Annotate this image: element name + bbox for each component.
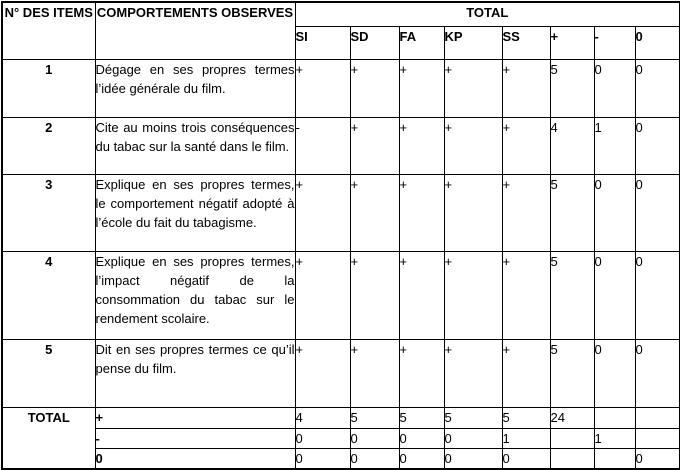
item-number: 3 xyxy=(2,174,95,251)
footer-value: 0 xyxy=(350,428,399,448)
footer-minus-label: - xyxy=(95,428,295,448)
footer-value xyxy=(635,428,680,448)
mark-sd: + xyxy=(350,117,399,174)
plus-total: 5 xyxy=(550,251,594,339)
footer-value: 5 xyxy=(350,407,399,428)
footer-value xyxy=(635,407,680,428)
mark-kp: + xyxy=(444,339,502,407)
minus-total: 0 xyxy=(594,174,635,251)
zero-total: 0 xyxy=(635,117,680,174)
item-number: 4 xyxy=(2,251,95,339)
footer-total-label: TOTAL xyxy=(2,407,95,469)
mark-si: + xyxy=(295,339,350,407)
plus-total: 5 xyxy=(550,59,594,117)
table-row xyxy=(2,339,680,407)
mark-si: + xyxy=(295,59,350,117)
plus-total: 5 xyxy=(550,339,594,407)
footer-plus-row xyxy=(2,407,680,428)
behavior-text: Explique en ses propres termes, l’impact négatif de la consommation du tabac sur le rendement scolaire. xyxy=(95,251,295,339)
footer-value xyxy=(594,448,635,469)
minus-total: 0 xyxy=(594,251,635,339)
footer-value: 4 xyxy=(295,407,350,428)
mark-fa: + xyxy=(399,174,444,251)
mark-kp: + xyxy=(444,174,502,251)
mark-ss: + xyxy=(502,339,550,407)
mark-sd: + xyxy=(350,251,399,339)
mark-fa: + xyxy=(399,251,444,339)
subheader-minus: - xyxy=(594,26,635,59)
zero-total: 0 xyxy=(635,339,680,407)
mark-fa: + xyxy=(399,59,444,117)
footer-value: 0 xyxy=(295,428,350,448)
mark-si: + xyxy=(295,251,350,339)
footer-value: 0 xyxy=(399,448,444,469)
behavior-text: Explique en ses propres termes, le comportement négatif adopté à l’école du fait du tabagisme. xyxy=(95,174,295,251)
footer-value: 5 xyxy=(444,407,502,428)
footer-value: 5 xyxy=(399,407,444,428)
minus-total: 0 xyxy=(594,59,635,117)
zero-total: 0 xyxy=(635,174,680,251)
footer-value: 0 xyxy=(399,428,444,448)
footer-value xyxy=(550,448,594,469)
footer-value: 24 xyxy=(550,407,594,428)
footer-zero-row xyxy=(2,448,680,469)
behaviors-column-header: COMPORTEMENTS OBSERVES xyxy=(95,2,295,59)
footer-value: 1 xyxy=(502,428,550,448)
observation-table xyxy=(1,1,680,470)
mark-kp: + xyxy=(444,117,502,174)
table-row xyxy=(2,174,680,251)
minus-total: 1 xyxy=(594,117,635,174)
mark-sd: + xyxy=(350,59,399,117)
mark-si: + xyxy=(295,174,350,251)
mark-kp: + xyxy=(444,251,502,339)
footer-value: 0 xyxy=(502,448,550,469)
footer-value xyxy=(550,428,594,448)
subheader-plus: + xyxy=(550,26,594,59)
subheader-ss: SS xyxy=(502,26,550,59)
footer-value: 0 xyxy=(635,448,680,469)
plus-total: 5 xyxy=(550,174,594,251)
plus-total: 4 xyxy=(550,117,594,174)
behavior-text: Dit en ses propres termes ce qu’il pense du film. xyxy=(95,339,295,407)
minus-total: 0 xyxy=(594,339,635,407)
mark-ss: + xyxy=(502,59,550,117)
footer-value: 1 xyxy=(594,428,635,448)
subheader-zero: 0 xyxy=(635,26,680,59)
zero-total: 0 xyxy=(635,251,680,339)
footer-value: 0 xyxy=(295,448,350,469)
subheader-si: SI xyxy=(295,26,350,59)
footer-value: 5 xyxy=(502,407,550,428)
behavior-text: Dégage en ses propres termes l’idée générale du film. xyxy=(95,59,295,117)
footer-value: 0 xyxy=(444,428,502,448)
behavior-text: Cite au moins trois conséquences du tabac sur la santé dans le film. xyxy=(95,117,295,174)
footer-plus-label: + xyxy=(95,407,295,428)
table-row xyxy=(2,117,680,174)
footer-value: 0 xyxy=(444,448,502,469)
item-number: 5 xyxy=(2,339,95,407)
table-row xyxy=(2,251,680,339)
mark-sd: + xyxy=(350,174,399,251)
footer-value: 0 xyxy=(350,448,399,469)
items-column-header: N° DES ITEMS xyxy=(2,2,95,59)
footer-zero-label: 0 xyxy=(95,448,295,469)
mark-sd: + xyxy=(350,339,399,407)
mark-ss: + xyxy=(502,174,550,251)
subheader-kp: KP xyxy=(444,26,502,59)
subheader-sd: SD xyxy=(350,26,399,59)
mark-fa: + xyxy=(399,339,444,407)
mark-ss: + xyxy=(502,251,550,339)
footer-value xyxy=(594,407,635,428)
item-number: 2 xyxy=(2,117,95,174)
table-row xyxy=(2,59,680,117)
total-column-header: TOTAL xyxy=(295,2,680,26)
item-number: 1 xyxy=(2,59,95,117)
mark-fa: + xyxy=(399,117,444,174)
footer-minus-row xyxy=(2,428,680,448)
mark-ss: + xyxy=(502,117,550,174)
zero-total: 0 xyxy=(635,59,680,117)
header-row-top xyxy=(2,2,680,26)
mark-si: - xyxy=(295,117,350,174)
mark-kp: + xyxy=(444,59,502,117)
subheader-fa: FA xyxy=(399,26,444,59)
